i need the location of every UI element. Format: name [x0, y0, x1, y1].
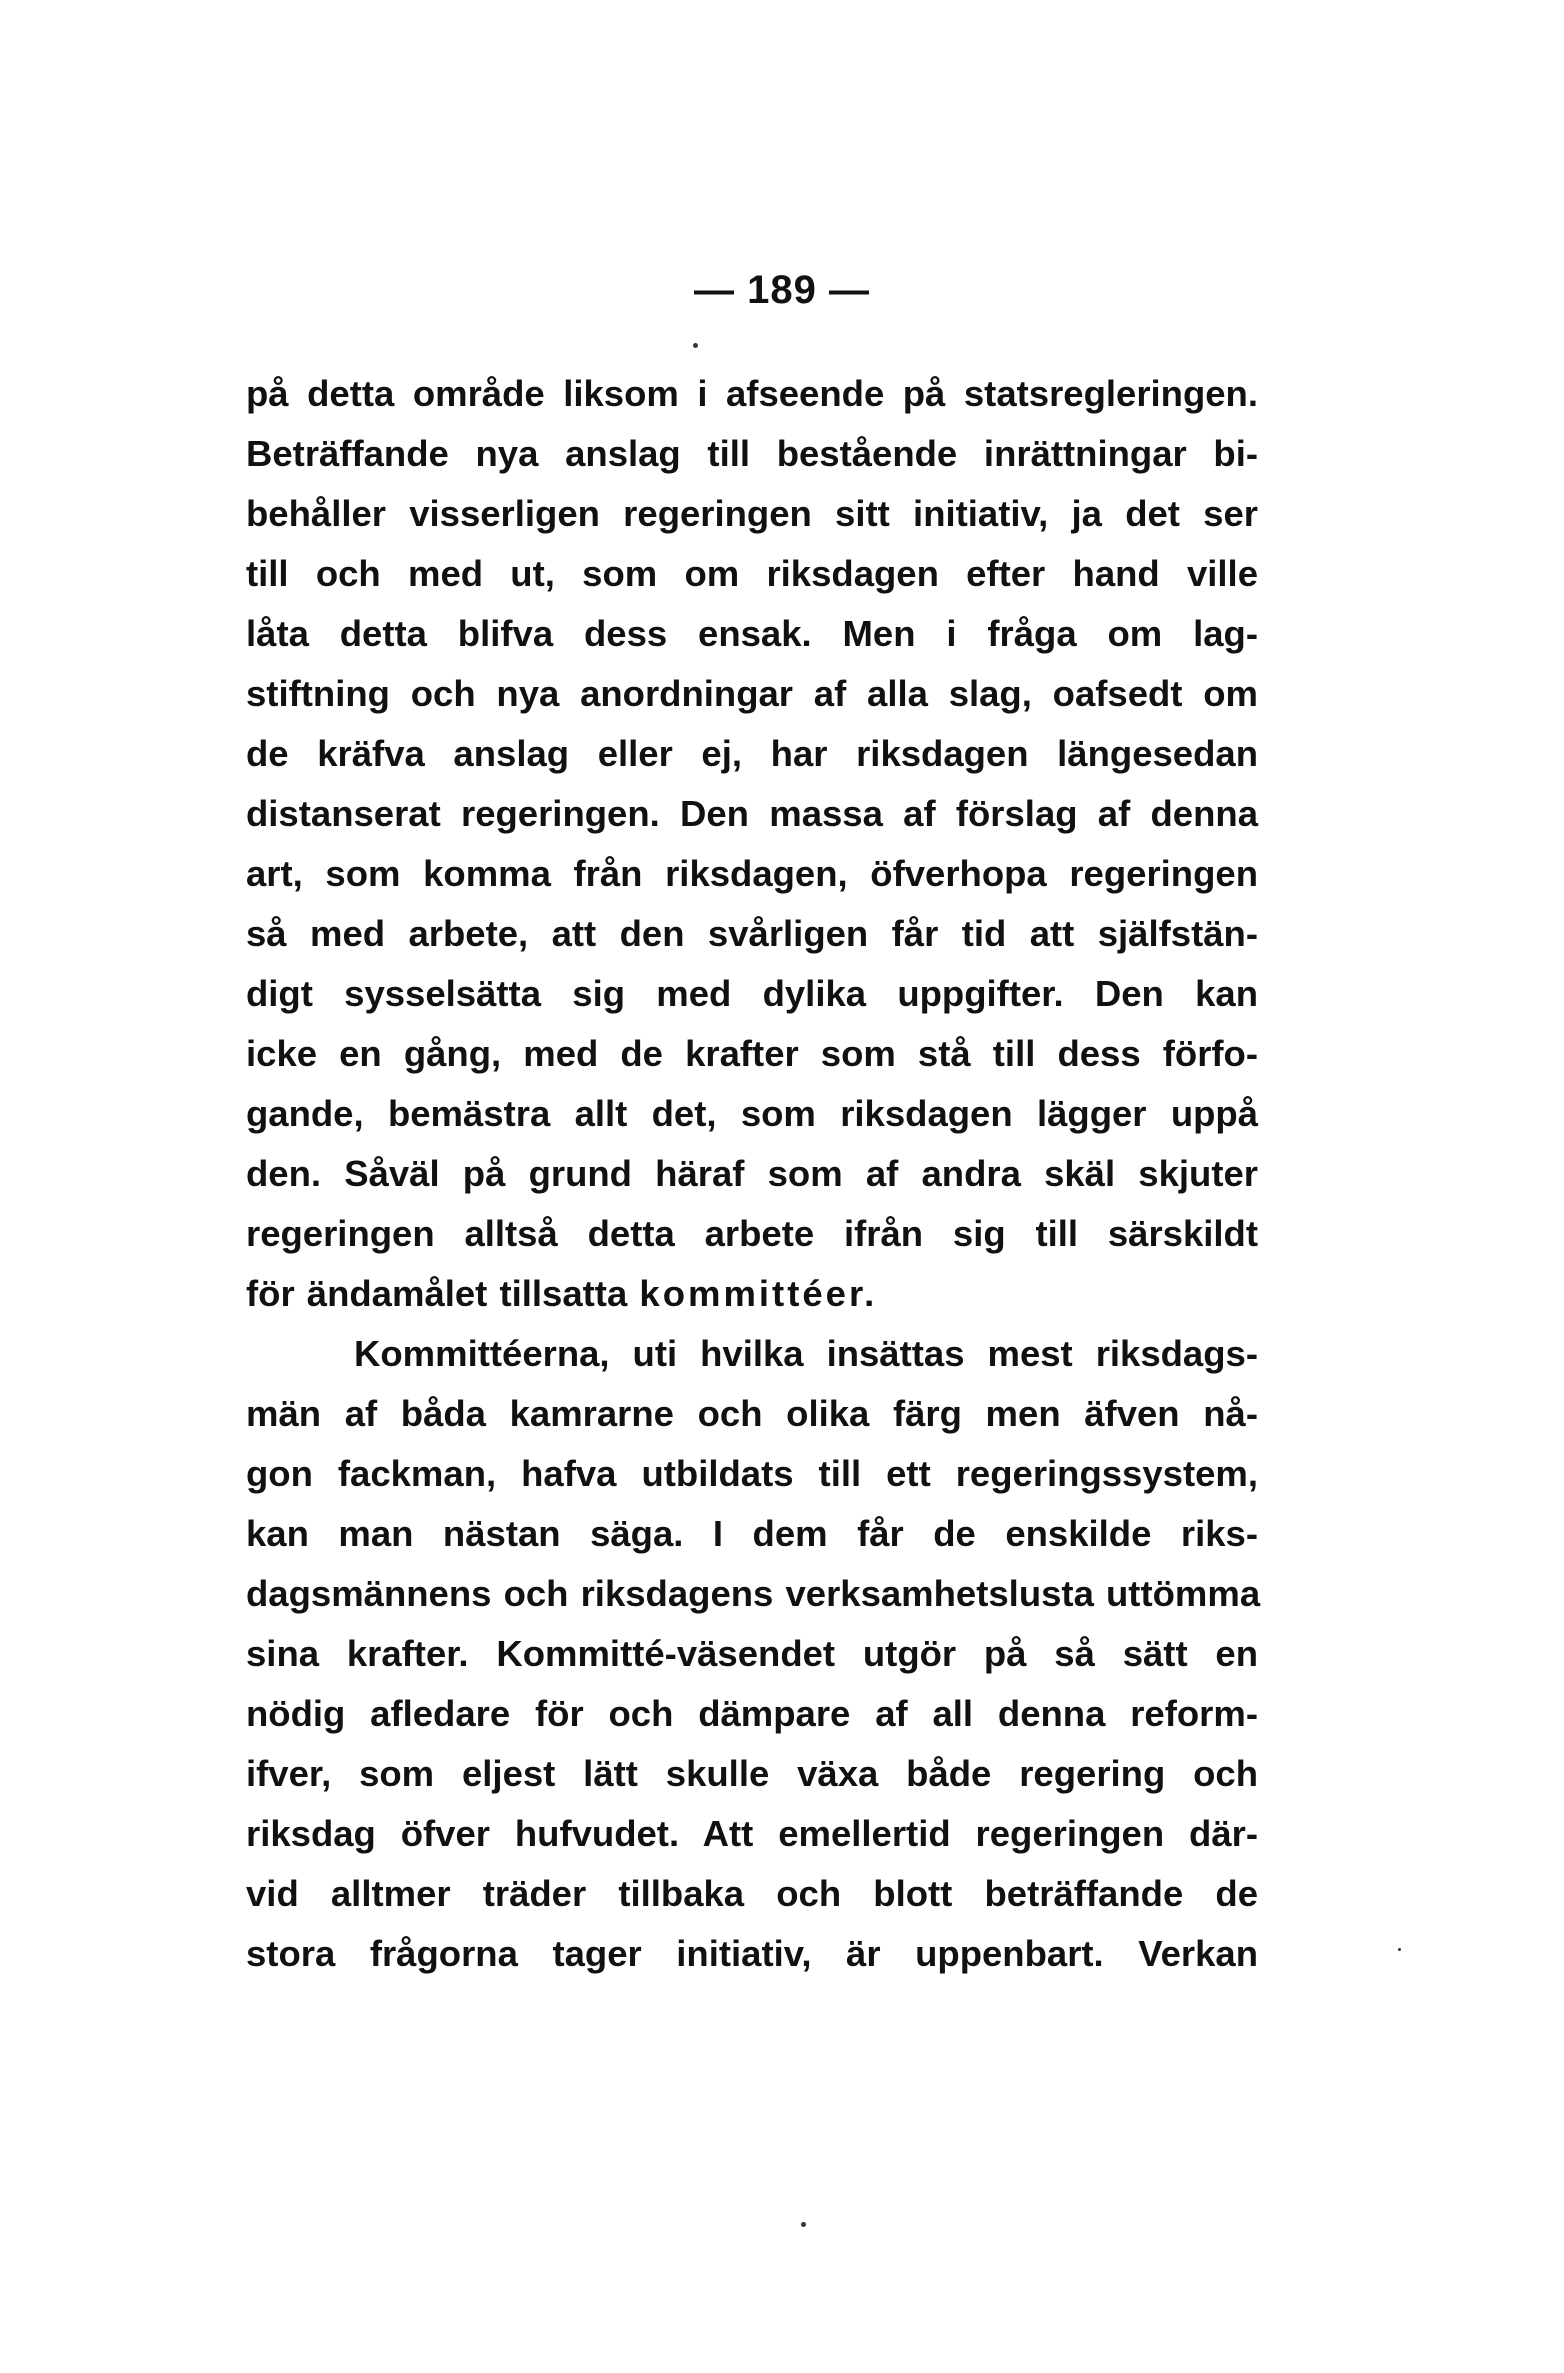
text-line: så med arbete, att den svårligen får tid att själfstän-: [246, 913, 1258, 954]
text-line: den. Såväl på grund häraf som af andra skäl skjuter: [246, 1153, 1258, 1194]
text-line-prefix: för ändamålet tillsatta: [246, 1273, 640, 1314]
text-line: låta detta blifva dess ensak. Men i fråga om lag-: [246, 613, 1258, 654]
text-line: män af båda kamrarne och olika färg men äfven nå-: [246, 1393, 1258, 1434]
text-line: på detta område liksom i afseende på statsregleringen.: [246, 373, 1258, 414]
text-line: kan man nästan säga. I dem får de enskilde riks-: [246, 1513, 1258, 1554]
ink-speck: [801, 2222, 806, 2227]
text-line: dagsmännens och riksdagens verksamhetslusta uttömma: [246, 1573, 1261, 1614]
spaced-term: kommittéer.: [639, 1273, 878, 1314]
text-line: Beträffande nya anslag till bestående inrättningar bi-: [246, 433, 1258, 474]
text-line: distanserat regeringen. Den massa af förslag af denna: [246, 793, 1258, 834]
text-line: stiftning och nya anordningar af alla slag, oafsedt om: [246, 673, 1258, 714]
text-line: regeringen alltså detta arbete ifrån sig till särskildt: [246, 1213, 1258, 1254]
text-line: art, som komma från riksdagen, öfverhopa regeringen: [246, 853, 1258, 894]
text-line: gon fackman, hafva utbildats till ett regeringssystem,: [246, 1453, 1258, 1494]
text-line: de kräfva anslag eller ej, har riksdagen längesedan: [246, 733, 1258, 774]
text-line: ifver, som eljest lätt skulle växa både regering och: [246, 1753, 1258, 1794]
text-line: vid alltmer träder tillbaka och blott beträffande de: [246, 1873, 1258, 1914]
text-line: nödig afledare för och dämpare af all denna reform-: [246, 1693, 1258, 1734]
text-line: icke en gång, med de krafter som stå till dess förfo-: [246, 1033, 1258, 1074]
text-line: gande, bemästra allt det, som riksdagen lägger uppå: [246, 1093, 1258, 1134]
page-number: — 189 —: [694, 268, 870, 312]
text-line: sina krafter. Kommitté-väsendet utgör på så sätt en: [246, 1633, 1258, 1674]
text-line: stora frågorna tager initiativ, är uppenbart. Verkan: [246, 1933, 1258, 1974]
text-line: behåller visserligen regeringen sitt initiativ, ja det ser: [246, 493, 1258, 534]
ink-speck: [1398, 1948, 1401, 1951]
body-text: [246, 364, 1261, 1984]
text-line: riksdag öfver hufvudet. Att emellertid regeringen där-: [246, 1813, 1258, 1854]
text-line: Kommittéerna, uti hvilka insättas mest riksdags-: [354, 1333, 1258, 1374]
text-line: till och med ut, som om riksdagen efter hand ville: [246, 553, 1258, 594]
ink-speck: [693, 343, 698, 348]
paragraph-2: [246, 1324, 1261, 1984]
paragraph-1: [246, 364, 1258, 1324]
text-line: digt sysselsätta sig med dylika uppgifter. Den kan: [246, 973, 1258, 1014]
text-line-final: [246, 1264, 1258, 1324]
